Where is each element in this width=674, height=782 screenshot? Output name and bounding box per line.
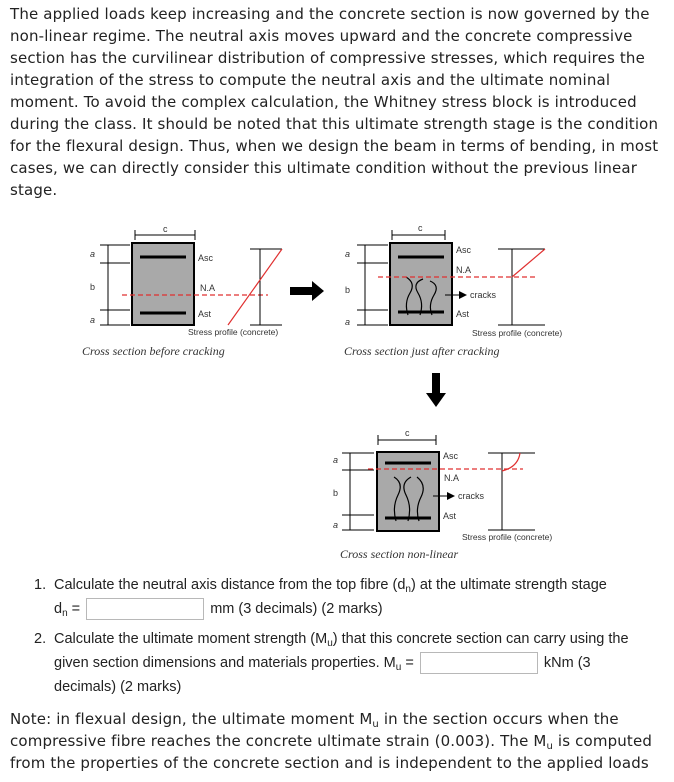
question-list	[34, 573, 654, 699]
dim-a-bottom-label-2: a	[345, 317, 351, 327]
asc-label-3: Asc	[443, 451, 459, 461]
dim-c-label: c	[163, 224, 168, 234]
dim-c-label-3: c	[405, 428, 410, 438]
dim-a-top-label-3: a	[333, 455, 339, 465]
na-label-2: N.A	[456, 265, 472, 275]
na-label: N.A	[200, 283, 216, 293]
cracks-label-3: cracks	[458, 491, 485, 501]
ast-label-2: Ast	[456, 309, 470, 319]
stress-profile-label-1: Stress profile (concrete)	[188, 327, 279, 337]
mu-answer-input[interactable]	[420, 652, 538, 674]
dim-a-top-label-2: a	[345, 249, 351, 259]
dim-a-top-label: a	[90, 249, 96, 259]
asc-label-2: Asc	[456, 245, 472, 255]
stress-profile-label-2: Stress profile (concrete)	[472, 328, 563, 338]
cracks-label-2: cracks	[470, 290, 497, 300]
question-2-number: 2.	[34, 631, 47, 647]
dn-unit: mm (3 decimals) (2 marks)	[210, 601, 383, 617]
question-2-text: Calculate the ultimate moment strength (M	[54, 631, 328, 647]
dn-answer-input[interactable]	[86, 598, 204, 620]
mu-unit: kNm (3 decimals) (2 marks)	[54, 655, 591, 695]
asc-label: Asc	[198, 253, 214, 263]
question-1-number: 1.	[34, 577, 47, 593]
cross-section-figure	[0, 215, 674, 570]
intro-paragraph: The applied loads keep increasing and the concrete section is now governed by the non-linear regime. The neutral axis moves upward and the concrete compressive section has the curvilinear distribution of compressive stresses, which requires the integration of the stress to compute the neutral axis and the ultimate nominal moment. To avoid the complex calculation, the Whitney stress block is introduced during the class. It should be noted that this ultimate strength stage is the condition for the flexural design. Thus, when we design the beam in terms of bending, in most cases, we can directly consider this ultimate condition without the previous linear stage.	[10, 5, 659, 199]
na-label-3: N.A	[444, 473, 460, 483]
question-2: 2. Calculate the ultimate moment strength $(M_u)$ that this concrete section can carry using the given section dimensions and materials properties. $M_u$ = kNm (3 decimals) (2 marks)	[34, 627, 654, 699]
caption-non-linear: Cross section non-linear	[340, 547, 459, 561]
ast-label-3: Ast	[443, 511, 457, 521]
dim-b-label-3: b	[333, 488, 339, 498]
ast-label: Ast	[198, 309, 212, 319]
dim-b-label-2: b	[345, 285, 351, 295]
caption-after-cracking: Cross section just after cracking	[344, 344, 500, 358]
dn-label: d	[54, 601, 63, 617]
diagram-non-linear	[333, 428, 552, 561]
arrow-right-icon	[290, 281, 324, 301]
dim-c-label-2: c	[418, 223, 423, 233]
dim-a-bottom-label: a	[90, 315, 96, 325]
stress-profile-label-3: Stress profile (concrete)	[462, 532, 553, 542]
dim-b-label: b	[90, 282, 96, 292]
caption-before-cracking: Cross section before cracking	[82, 344, 225, 358]
dim-a-bottom-label-3: a	[333, 520, 339, 530]
question-1: 1. Calculate the neutral axis distance from the top fibre $(d_n)$ at the ultimate strength stage $d_n$ = mm (3 decimals) (2 marks)	[34, 573, 654, 621]
diagram-before-cracking	[82, 224, 282, 358]
diagram-after-cracking	[344, 223, 562, 358]
note-paragraph: Note: in flexual design, the ultimate moment $M_u$ in the section occurs when the compressive fibre reaches the concrete ultimate strain (0.003). The $M_u$ is computed from the properties of the concrete section and is independent to the applied loads	[10, 710, 652, 772]
question-1-text: Calculate the neutral axis distance from the top fibre (d	[54, 577, 406, 593]
arrow-down-icon	[426, 373, 446, 407]
